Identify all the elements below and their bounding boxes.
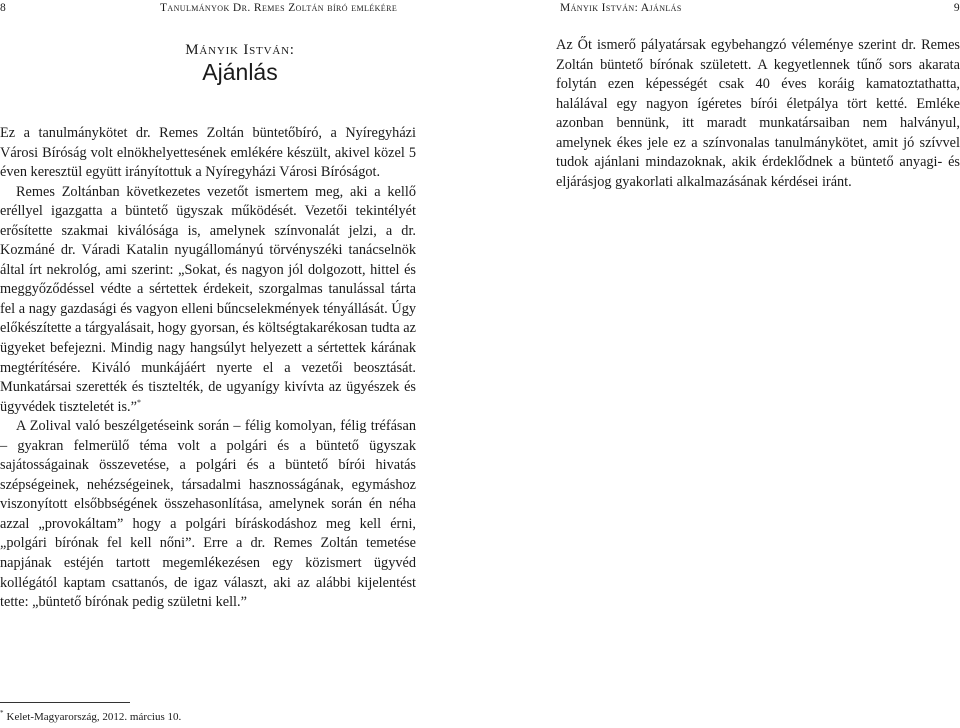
running-head: [0, 0, 414, 16]
footnote-mark: *: [0, 709, 4, 718]
running-head: [560, 0, 960, 16]
article-title: Ajánlás: [202, 59, 278, 85]
page-number: 8: [0, 2, 7, 14]
paragraph: A Zolival való beszélgetéseink során – félig komolyan, félig tréfásan – gyakran felmerülő téma volt a polgári és a büntető ügyszak sajátosságainak összevetése, a polgári és a büntető bírói hivatás szépségeinek, nehézségeinek, társadalmi hasznosságának, egymáshoz viszonyított elsőbbségének összehasonlítása, amelynek során én néha azzal „provokáltam” hogy a polgári bíráskodáshoz meg kell érni, „polgári bírónak fel kell nőni”. Erre a dr. Remes Zoltán temetése napjának estéjén tartott megemlékezésen egy közismert ügyvéd kollégától kaptam csattanós, de igaz választ, aki az alábbi kijelentést tette: „büntető bírónak pedig születni kell.”: [0, 418, 416, 611]
right-page: [480, 0, 960, 728]
body-text: [0, 124, 416, 613]
running-head-title: Tanulmányok Dr. Remes Zoltán bíró emlékére: [160, 2, 398, 14]
body-text: [556, 36, 960, 192]
page-number: 9: [953, 2, 960, 14]
footnote-reference: *: [136, 397, 141, 407]
author-heading: Mányik István:: [185, 42, 295, 58]
running-head-title: Mányik István: Ajánlás: [560, 2, 682, 14]
paragraph: Ez a tanulmánykötet dr. Remes Zoltán büntetőbíró, a Nyíregyházi Városi Bíróság volt elnökhelyettesének emlékére készült, akivel közel 5 éven keresztül együtt irányítottuk a Nyíregyházi Városi Bíróságot.: [0, 125, 416, 181]
paragraph: [0, 183, 416, 418]
paragraph: Az Őt ismerő pályatársak egybehangzó véleménye szerint dr. Remes Zoltán büntető bírónak született. A kegyetlennek tűnő sors akarata folytán ezen képességét csak 40 éves koráig kamatoztathatta, halálával egy nagyon ígéretes bírói életpálya tört ketté. Emléke azonban bennünk, itt maradt munkatársaiban nem halványul, amelynek ékes jele ez a színvonalas tanulmánykötet, amit jó szívvel tudok ajánlani mindazoknak, akik érdeklődnek a büntető anyagi- és eljárásjog gyakorlati alkalmazásának kérdései iránt.: [556, 37, 960, 190]
footnote-divider: [0, 702, 130, 703]
paragraph-text: Remes Zoltánban következetes vezetőt ismertem meg, aki a kellő eréllyel igazgatta a büntető ügyszak működését. Vezetői tekintélyét erősítette szakmai kiválósága is, amelynek színvonalát jelzi, a dr. Kozmáné dr. Váradi Katalin nyugállományú törvényszéki tanácselnök által írt nekrológ, ami szerint: „Sokat, és nagyon jól dolgozott, hittel és meggyőződéssel védte a sértettek érdekeit, szorgalmas tanulással tárta fel a nagy gazdasági és vagyon elleni bűncselekmények tényállását. Úgy előkészítette a tárgyalásait, hogy gyorsan, és költségtakarékosan tudta az ügyeket befejezni. Mindig nagy hangsúlyt helyezett a sértettek kárának megtérítésére. Kiváló munkájáért nyerte el a vezetői beosztását. Munkatársai szerették és tisztelték, de ugyanígy kivívta az ügyészek és ügyvédek tiszteletét is.”: [0, 183, 416, 415]
footnote: [0, 710, 181, 724]
footnote-text: Kelet-Magyarország, 2012. március 10.: [6, 711, 182, 723]
